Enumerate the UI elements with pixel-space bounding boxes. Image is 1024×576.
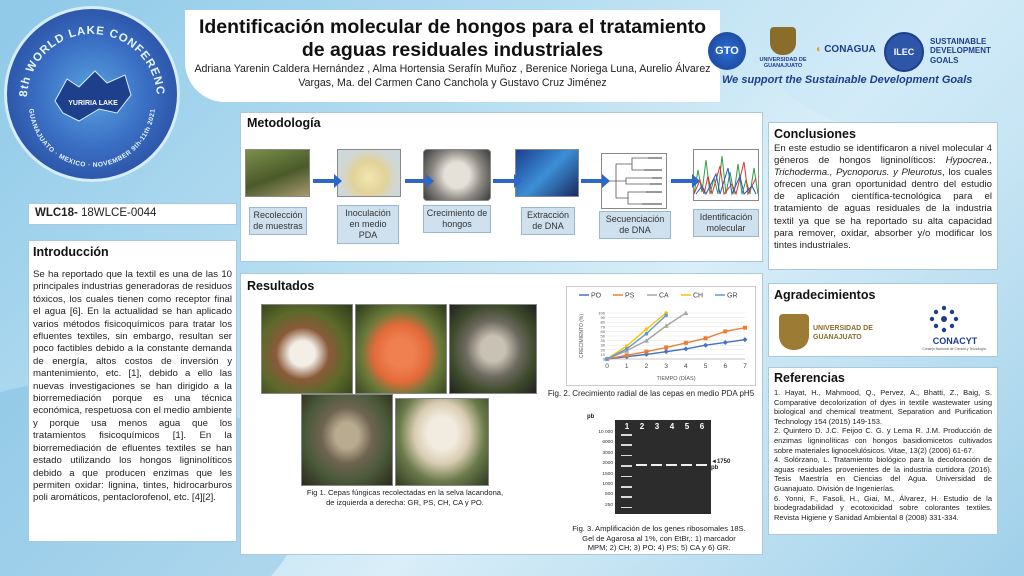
legend-label: CA — [659, 292, 669, 300]
legend-label: GR — [727, 292, 738, 300]
y-tick-label: 20 — [600, 347, 605, 353]
gel-ladder-band — [621, 486, 632, 488]
arrow-right-icon — [493, 179, 515, 183]
methodology-heading: Metodología — [247, 116, 321, 130]
gel-band-label: 1750 pb — [711, 459, 731, 471]
y-tick-label: 50 — [600, 333, 605, 339]
legend-label: CH — [693, 292, 704, 300]
gel-sample-band — [651, 464, 662, 466]
poster-header — [185, 10, 720, 102]
gel-lane-label: 5 — [684, 422, 690, 431]
ugto-ack-text: UNIVERSIDAD DE GUANAJUATO — [813, 325, 873, 341]
gel-lane-label: 2 — [639, 422, 645, 431]
gel-ladder-label: 250 — [604, 502, 613, 508]
gel-ladder-label: 6000 — [602, 440, 613, 446]
acknowledgements-heading: Agradecimientos — [774, 288, 876, 302]
conclusions-genera: Hypocrea., Trichoderma., Pycnoporus. y Pleurotus — [774, 155, 992, 179]
references-heading: Referencias — [774, 371, 845, 385]
introduction-body: Se ha reportado que la textil es una de las 10 principales industrias generadoras de residuos tóxicos, los cuales tienen como receptor final el agua [6]. En la actualidad se han aplicado varios métodos fisicoquímicos para tratar los efluentes textiles, sin embargo, resultan ser poco factibles debido a la constante demanda de energía, altos costos de inversión y mantenimiento, etc. [1], debido a ello las nuevas investigaciones se han dirigido a la biorremediación porque es una técnica económica, respetuosa con el medio ambiente y porque usa menos agua que los tratamientos fisicoquímicos [1]. En la biorremediación de efluentes textiles se han estado utilizando los hongos ligninolíticos debido a que producen enzimas que les permiten oxidar: lignina, tintes, hidrocarburos poli aromáticos, pentaclorofenol, etc. [4][2]. — [33, 269, 232, 504]
gel-lane-label: 3 — [654, 422, 660, 431]
conclusions-text-post: , los cuales ofrecen una gran oportunidad dentro del estudio de aplicación científica-tecnológica para el tratamiento de aguas residuales de la industria textil ya que se ha reportado su alta capacidad para remover, oxidar, absorber y/o modificar los tintes industriales. — [774, 167, 992, 251]
fungus-photo-ca — [301, 394, 393, 486]
growth-chart-svg — [567, 287, 755, 385]
gel-ladder-label: 500 — [604, 492, 613, 498]
conagua-logo-text: CONAGUA — [824, 43, 876, 55]
gel-ladder-label: 10 000 — [598, 430, 613, 435]
y-tick-label: 60 — [600, 328, 605, 334]
ugto-shield-icon — [770, 27, 796, 55]
gel-unit-label: pb — [587, 414, 595, 420]
data-point-po — [743, 337, 748, 342]
fig1-caption-line-1: Fig 1. Cepas fúngicas recolectadas en la selva lacandona, — [306, 488, 504, 497]
data-point-gr — [645, 332, 649, 336]
gto-logo-text: GTO — [715, 45, 739, 57]
gel-lane-label: 6 — [699, 422, 705, 431]
methodology-panel — [240, 112, 763, 262]
x-axis-label: TIEMPO (DÍAS) — [656, 376, 696, 382]
gel-ladder-label: 1500 — [602, 471, 613, 477]
introduction-panel — [28, 240, 237, 542]
data-point-gr — [625, 347, 629, 351]
svg-text:GUANAJUATO · MEXICO · NOVEMBER — [27, 108, 157, 169]
x-tick-label: 7 — [743, 363, 747, 370]
y-tick-label: 0 — [602, 356, 605, 362]
lake-shape — [55, 71, 131, 121]
fungus-photo-gr — [261, 304, 353, 394]
fig3-caption — [559, 524, 759, 553]
arrow-right-icon — [671, 179, 693, 183]
agarose-gel-figure — [587, 414, 737, 522]
data-point-ps — [664, 346, 668, 350]
y-tick-label: 70 — [600, 324, 605, 330]
gel-band-arrow-icon: ◄ — [711, 459, 717, 465]
step-photo-samples — [245, 149, 310, 197]
data-point-gr — [602, 356, 609, 362]
gel-band-annotation — [711, 459, 737, 471]
gel-image — [615, 420, 711, 514]
conference-logo-graphic — [7, 9, 177, 179]
conagua-drop-icon: ◐ — [816, 43, 823, 55]
data-point-ps — [723, 329, 727, 333]
conagua-logo — [812, 36, 880, 62]
chromatogram-icon — [694, 150, 758, 200]
sdg-logo-text: SUSTAINABLE DEVELOPMENT GOALS — [930, 36, 991, 65]
gel-ladder-label: 1000 — [602, 482, 613, 487]
results-panel — [240, 273, 763, 555]
step-photo-identification — [693, 149, 759, 201]
step-label: Extracción de DNA — [521, 207, 575, 235]
gel-ladder-band — [621, 476, 632, 478]
data-point-ps — [684, 341, 688, 345]
step-label: Recolección de muestras — [249, 207, 307, 235]
data-point-po — [703, 343, 708, 348]
step-label: Inoculación en medio PDA — [337, 205, 399, 244]
arrow-right-icon — [313, 179, 335, 183]
data-point-po — [683, 346, 688, 351]
gel-ladder-band — [621, 496, 632, 498]
fungus-photo-po — [395, 398, 489, 486]
ugto-logo-text: UNIVERSIDAD DE GUANAJUATO — [759, 57, 807, 69]
sdg-logo — [930, 28, 1020, 74]
step-photo-inoculation — [337, 149, 401, 197]
y-tick-label: 10 — [600, 351, 605, 357]
ilec-logo — [884, 32, 924, 72]
y-tick-label: 90 — [600, 315, 605, 321]
x-tick-label: 5 — [703, 363, 708, 370]
authors — [185, 62, 720, 90]
y-tick-label: 100 — [598, 310, 605, 316]
fungus-photo-ch — [449, 304, 537, 394]
conacyt-ack-text: CONACYT — [932, 336, 978, 346]
ugto-logo — [752, 22, 814, 74]
x-tick-label: 1 — [624, 363, 629, 370]
growth-chart — [566, 286, 756, 386]
ilec-logo-text: ILEC — [893, 47, 915, 57]
gel-ladder-band — [621, 507, 632, 509]
step-label: Crecimiento de hongos — [423, 205, 491, 233]
fig2-caption: Fig. 2. Crecimiento radial de las cepas en medio PDA pH5 — [547, 389, 755, 398]
arrow-right-icon — [405, 179, 427, 183]
gel-lane-label: 4 — [669, 422, 675, 431]
legend-label: PO — [591, 292, 602, 300]
title-line-1: Identificación molecular de hongos para el tratamiento — [198, 16, 707, 38]
x-tick-label: 4 — [684, 363, 688, 370]
authors-line-2: Vargas, Ma. del Carmen Cano Canchola y Gustavo Cruz Jiménez — [298, 77, 607, 89]
data-point-ps — [704, 336, 708, 340]
conclusions-body — [774, 143, 992, 252]
references-panel — [768, 367, 998, 535]
y-tick-label: 40 — [600, 338, 605, 344]
conacyt-ack-subtext: Consejo Nacional de Ciencia y Tecnología — [922, 347, 986, 351]
data-point-gr — [664, 314, 668, 318]
gel-ladder-label: 2000 — [602, 461, 613, 467]
gel-ladder-band — [621, 465, 632, 467]
x-tick-label: 0 — [605, 363, 609, 370]
introduction-heading: Introducción — [33, 245, 109, 259]
data-point-ps — [743, 326, 747, 330]
step-photo-dna-extraction — [515, 149, 579, 197]
poster-id-code: 18WLCE-0044 — [81, 207, 157, 219]
step-label: Identificación molecular — [693, 209, 759, 237]
results-heading: Resultados — [247, 279, 315, 293]
x-tick-label: 2 — [644, 363, 649, 370]
data-point-ch — [645, 327, 649, 331]
fig3-caption-line-1: Fig. 3. Amplificación de los genes ribosomales 18S. — [572, 524, 746, 533]
gel-ladder-band — [621, 444, 632, 446]
step-label: Secuenciación de DNA — [599, 211, 671, 239]
x-tick-label: 3 — [664, 363, 668, 370]
conclusions-panel — [768, 122, 998, 270]
poster-id-box — [28, 203, 237, 225]
gel-sample-band — [666, 464, 677, 466]
conference-bottom-text: GUANAJUATO · MEXICO · NOVEMBER 9th-11th 2021 — [27, 108, 157, 170]
ugto-shield-icon — [779, 314, 809, 350]
references-list — [774, 388, 992, 522]
authors-line-1: Adriana Yarenin Caldera Hernández , Alma Hortensia Serafín Muñoz , Berenice Noriega Luna, Aurelio Álvarez — [194, 63, 711, 75]
title-line-2: de aguas residuales industriales — [301, 39, 604, 61]
data-point-ps — [625, 353, 629, 357]
step-photo-sequencing — [601, 153, 667, 209]
data-point-ps — [644, 350, 648, 354]
reference-item: 4. Solórzano, L. Tratamiento biológico para la decoloración de aguas residuales provenientes de la industria curtidora (2016). Tesis Maestría en Ciencias del Agua. Universidad de Guanajuato. División de Ingenierías. — [774, 455, 992, 493]
gel-ladder-band — [621, 434, 632, 436]
gel-sample-band — [696, 464, 707, 466]
x-tick-label: 6 — [723, 363, 728, 370]
conference-logo — [4, 6, 180, 182]
gel-lane-label: 1 — [624, 422, 630, 431]
gel-sample-band — [681, 464, 692, 466]
gel-ladder-label: 3000 — [602, 450, 613, 456]
reference-item: 2. Quintero D. J.C. Feijoo C. G. y Lema R. J.M. Producción de enzimas ligninolíticas con hongos basidiomicetos cultivados sobre materiales lignocelulósicos. Vitae, 13(2) (2006) 61-67. — [774, 426, 992, 455]
legend-label: PS — [625, 292, 635, 300]
conacyt-emblem-icon — [927, 304, 961, 334]
y-tick-label: 80 — [600, 319, 605, 325]
arrow-right-icon — [581, 179, 603, 183]
y-tick-label: 30 — [600, 342, 605, 348]
conclusions-text-pre: En este estudio se identificaron a nivel molecular 4 géneros de hongos ligninolíticos: — [774, 143, 992, 167]
gel-sample-band — [636, 464, 647, 466]
poster-id-label: WLC18- — [35, 207, 78, 219]
fig3-caption-line-2: Gel de Agarosa al 1%, con EtBr,: 1) marcador — [582, 533, 736, 543]
fig3-caption-line-3: MPM; 2) CH; 3) PO; 4) PS; 5) CA y 6) GR. — [587, 543, 731, 553]
phylogenetic-tree-icon — [602, 154, 666, 208]
poster-title — [185, 16, 720, 62]
reference-item: 6. Yonni, F., Fasoli, H., Giai, M., Álvarez, H. Estudio de la biodegradabilidad y ecotoxicidad sobre colorantes textiles. Revista Higiene y Sanidad Ambiental 8 (2008) 331-334. — [774, 493, 992, 522]
fig1-caption-line-2: de izquierda a derecha: GR, PS, CH, CA y PO. — [326, 497, 484, 507]
fungus-photo-ps — [355, 304, 447, 394]
conference-arc-text: 8th WORLD LAKE CONFERENC — [17, 24, 167, 98]
reference-item: 1. Hayat, H., Mahmood, Q., Pervez, A., Bhatti, Z., Baig, S. Comparative decolorization of dyes in textile wastewater using biological and chemical treatment. Separation and Purification Technology 154 (2015) 149-153. — [774, 388, 992, 426]
gto-logo — [708, 32, 746, 70]
lake-name: YURIRIA LAKE — [68, 100, 118, 107]
gel-ladder-band — [621, 455, 632, 457]
conclusions-heading: Conclusiones — [774, 127, 856, 141]
sdg-tagline: We support the Sustainable Development Goals — [722, 74, 973, 86]
y-axis-label: CRECIMIENTO (%) — [579, 313, 585, 359]
fig1-caption — [305, 488, 505, 507]
acknowledgements-panel — [768, 283, 998, 357]
